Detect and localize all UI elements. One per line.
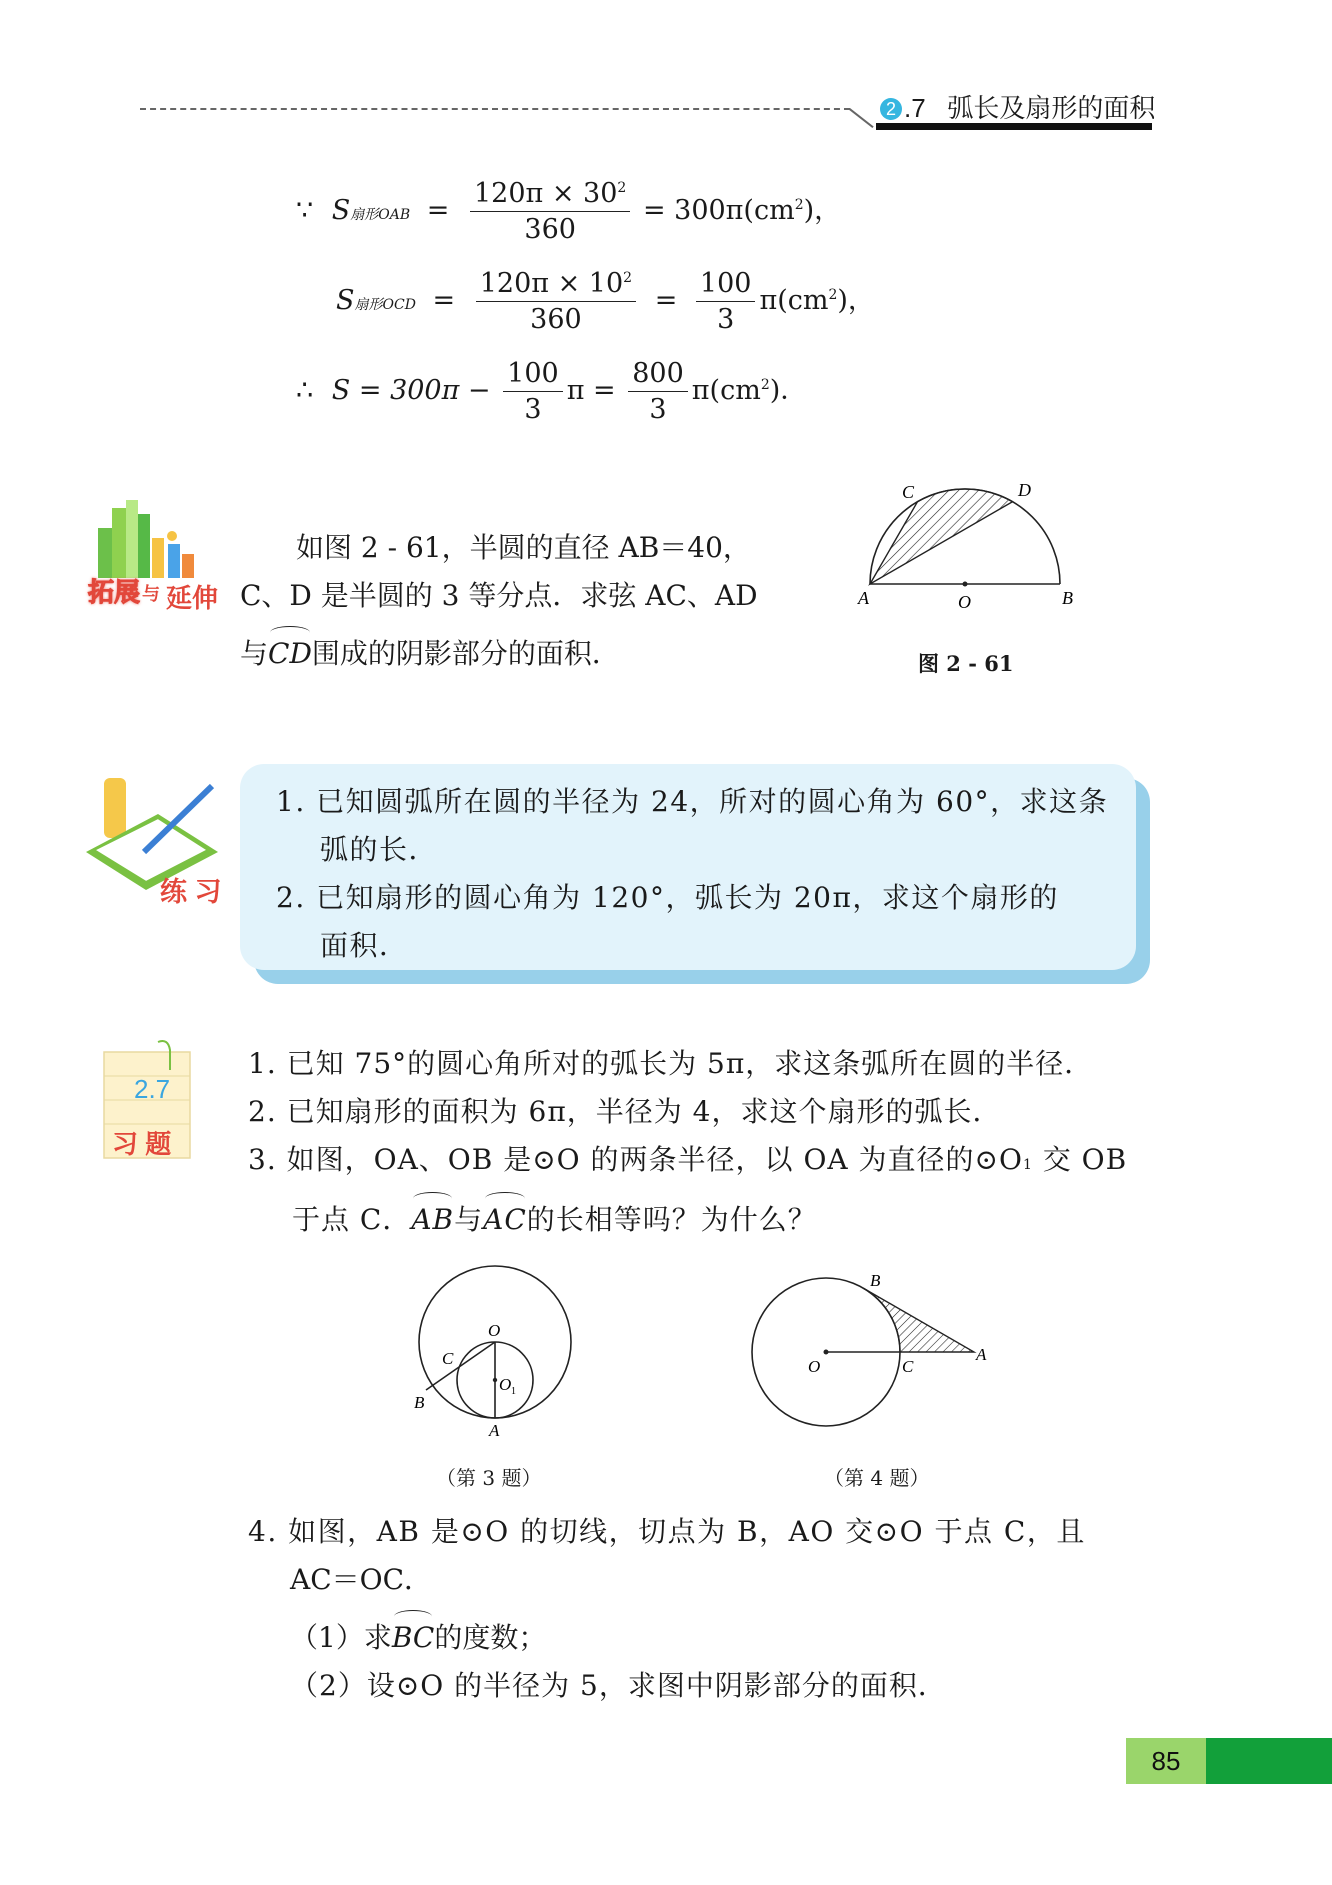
exercise-badge-number: 2.7 (134, 1074, 171, 1104)
label-o1: O (499, 1375, 512, 1394)
s2-numerator: 120π × 10 (479, 268, 624, 299)
extension-line-3-post: 围成的阴影部分的面积． (311, 637, 620, 670)
equals: = (432, 285, 456, 316)
figure-3-caption: （第 3 题） (436, 1466, 542, 1490)
arc-bc: BC (392, 1614, 435, 1662)
formula-line-3: ∴ S = 300π − $\frac{100}{3}$ π = $\frac{800}{3}$ $\pi(cm^2)$． (296, 358, 808, 425)
practice-q2-line-1: 2. 已知扇形的圆心角为 120°，弧长为 20π，求这个扇形的 (276, 881, 1059, 914)
figure-4-caption: （第 4 题） (824, 1466, 930, 1490)
s2-exponent: 2 (623, 270, 633, 286)
section-header (880, 88, 1155, 125)
arc-ac: AC (483, 1196, 527, 1244)
label-o1-subscript: 1 (511, 1386, 516, 1397)
extension-badge-label-right: 延伸 (166, 583, 219, 613)
s2-end: )， (837, 285, 875, 316)
s3-lhs: S = 300π − (331, 375, 491, 406)
extension-badge-label-left: 拓展 (88, 577, 141, 607)
exercise-3-mid: 与 (454, 1203, 484, 1236)
s2-fraction (476, 268, 636, 335)
header-dash-line (140, 108, 850, 110)
label-o: O (808, 1357, 821, 1376)
s1-fraction (470, 178, 630, 245)
s1-result: = 300π(cm (642, 195, 795, 226)
center-point (963, 582, 968, 587)
s3-fraction-1 (503, 358, 563, 425)
section-title: 弧长及扇形的面积 (947, 93, 1156, 123)
practice-q1-line-2: 弧的长． (320, 833, 439, 866)
extension-badge-label-mid: 与 (142, 584, 160, 604)
s3-fraction-2 (628, 358, 688, 425)
exercise-2: 2. 已知扇形的面积为 6π，半径为 4，求这个扇形的弧长． (248, 1095, 1002, 1128)
s2-result-fraction (696, 268, 756, 335)
equals: = (654, 285, 678, 316)
practice-badge-label: 练 习 (160, 877, 222, 907)
s2-result-denominator: 3 (717, 304, 735, 335)
label-c: C (442, 1349, 454, 1368)
exercise-3-line-1-end: 交 OB (1032, 1143, 1128, 1176)
s1-numerator: 120π × 30 (473, 178, 618, 209)
page-number-bar (1206, 1738, 1332, 1784)
exercise-3-line-2 (292, 1196, 817, 1244)
practice-q2-line-2: 面积． (320, 929, 409, 962)
s3-mid: π = (566, 375, 616, 406)
formula-line-1: ∵ S扇形OAB = $\frac{120\pi \times 30^2}{360}$ = $300\pi(cm^2)$， (296, 178, 842, 245)
exercise-4-part-1 (290, 1614, 546, 1662)
exercise-3-line-2-pre: 于点 C． (292, 1203, 412, 1236)
s2-label: S (336, 285, 355, 316)
exercise-3-line-1 (248, 1136, 1127, 1189)
label-b: B (414, 1393, 425, 1412)
exercise-4-line-2: AC＝OC． (290, 1563, 433, 1596)
s2-denominator: 360 (530, 304, 582, 335)
s2-subscript: 扇形OCD (354, 297, 416, 313)
exercise-4-part-1-pre: （1）求 (290, 1621, 392, 1654)
figure-exercise-4 (740, 1266, 1000, 1446)
figure-2-61 (840, 470, 1100, 620)
label-c: C (902, 482, 915, 502)
s1-exponent: 2 (617, 180, 627, 196)
equals: = (426, 195, 450, 226)
s1-denominator: 360 (524, 214, 576, 245)
label-a: A (489, 1421, 500, 1440)
because-symbol: ∵ (296, 195, 314, 226)
exercise-4-part-1-post: 的度数； (434, 1621, 547, 1654)
s2-result-numerator: 100 (696, 268, 756, 302)
o1-subscript: 1 (1022, 1157, 1033, 1173)
s3-fraction-2-numerator: 800 (628, 358, 688, 392)
extension-line-3-pre: 与 (240, 637, 269, 670)
extension-line-2: C、D 是半圆的 3 等分点．求弦 AC、AD (240, 579, 758, 612)
label-d: D (1018, 480, 1031, 500)
shaded-region (863, 1288, 974, 1352)
exercise-badge-label: 习 题 (112, 1129, 172, 1159)
extension-line-1: 如图 2 - 61，半圆的直径 AB＝40， (296, 531, 751, 564)
label-b: B (1062, 588, 1073, 608)
label-b: B (870, 1271, 881, 1290)
therefore-symbol: ∴ (296, 375, 314, 406)
exercise-3-line-1-text: 3. 如图，OA、OB 是⊙O 的两条半径，以 OA 为直径的⊙O (248, 1143, 1023, 1176)
exercise-1: 1. 已知 75°的圆心角所对的弧长为 5π，求这条弧所在圆的半径． (248, 1047, 1094, 1080)
exercise-4-part-2: （2）设⊙O 的半径为 5，求图中阴影部分的面积． (290, 1669, 947, 1702)
header-slant-line (849, 108, 874, 128)
figure-2-61-caption: 图 2 - 61 (918, 651, 1014, 676)
label-a: A (976, 1345, 987, 1364)
practice-q1-line-1: 1. 已知圆弧所在圆的半径为 24，所对的圆心角为 60°，求这条 (276, 785, 1109, 818)
label-c: C (902, 1357, 914, 1376)
arc-ab: AB (411, 1196, 454, 1244)
shaded-region (870, 489, 1013, 584)
formula-line-2: S扇形OCD = $\frac{120\pi \times 10^2}{360}$ = $\frac{100}{3}$ $\pi(cm^2)$， (336, 268, 875, 335)
section-number-rest: .7 (904, 93, 926, 123)
label-o: O (488, 1321, 501, 1340)
s1-label: S (331, 195, 351, 226)
radius-ob (426, 1342, 495, 1390)
arc-cd: CD (268, 630, 312, 678)
center-o1 (493, 1378, 497, 1382)
s3-end: )． (769, 375, 808, 406)
exercise-3-line-2-post: 的长相等吗？为什么？ (526, 1203, 817, 1236)
s1-end: )， (803, 195, 842, 226)
page-number: 85 (1151, 1746, 1181, 1776)
s3-fraction-2-denominator: 3 (649, 394, 667, 425)
exercise-4-line-1: 4. 如图，AB 是⊙O 的切线，切点为 B，AO 交⊙O 于点 C，且 (248, 1515, 1086, 1548)
label-a: A (858, 588, 869, 608)
s3-result: π(cm (691, 375, 761, 406)
s2-result: π(cm (759, 285, 829, 316)
section-number-circle: 2 (880, 98, 902, 120)
s3-fraction-1-denominator: 3 (524, 394, 542, 425)
s1-subscript: 扇形OAB (350, 207, 411, 223)
center-point (824, 1350, 829, 1355)
label-o: O (958, 592, 971, 612)
figure-exercise-3 (400, 1260, 600, 1440)
s3-fraction-1-numerator: 100 (503, 358, 563, 392)
extension-line-3 (240, 630, 620, 678)
